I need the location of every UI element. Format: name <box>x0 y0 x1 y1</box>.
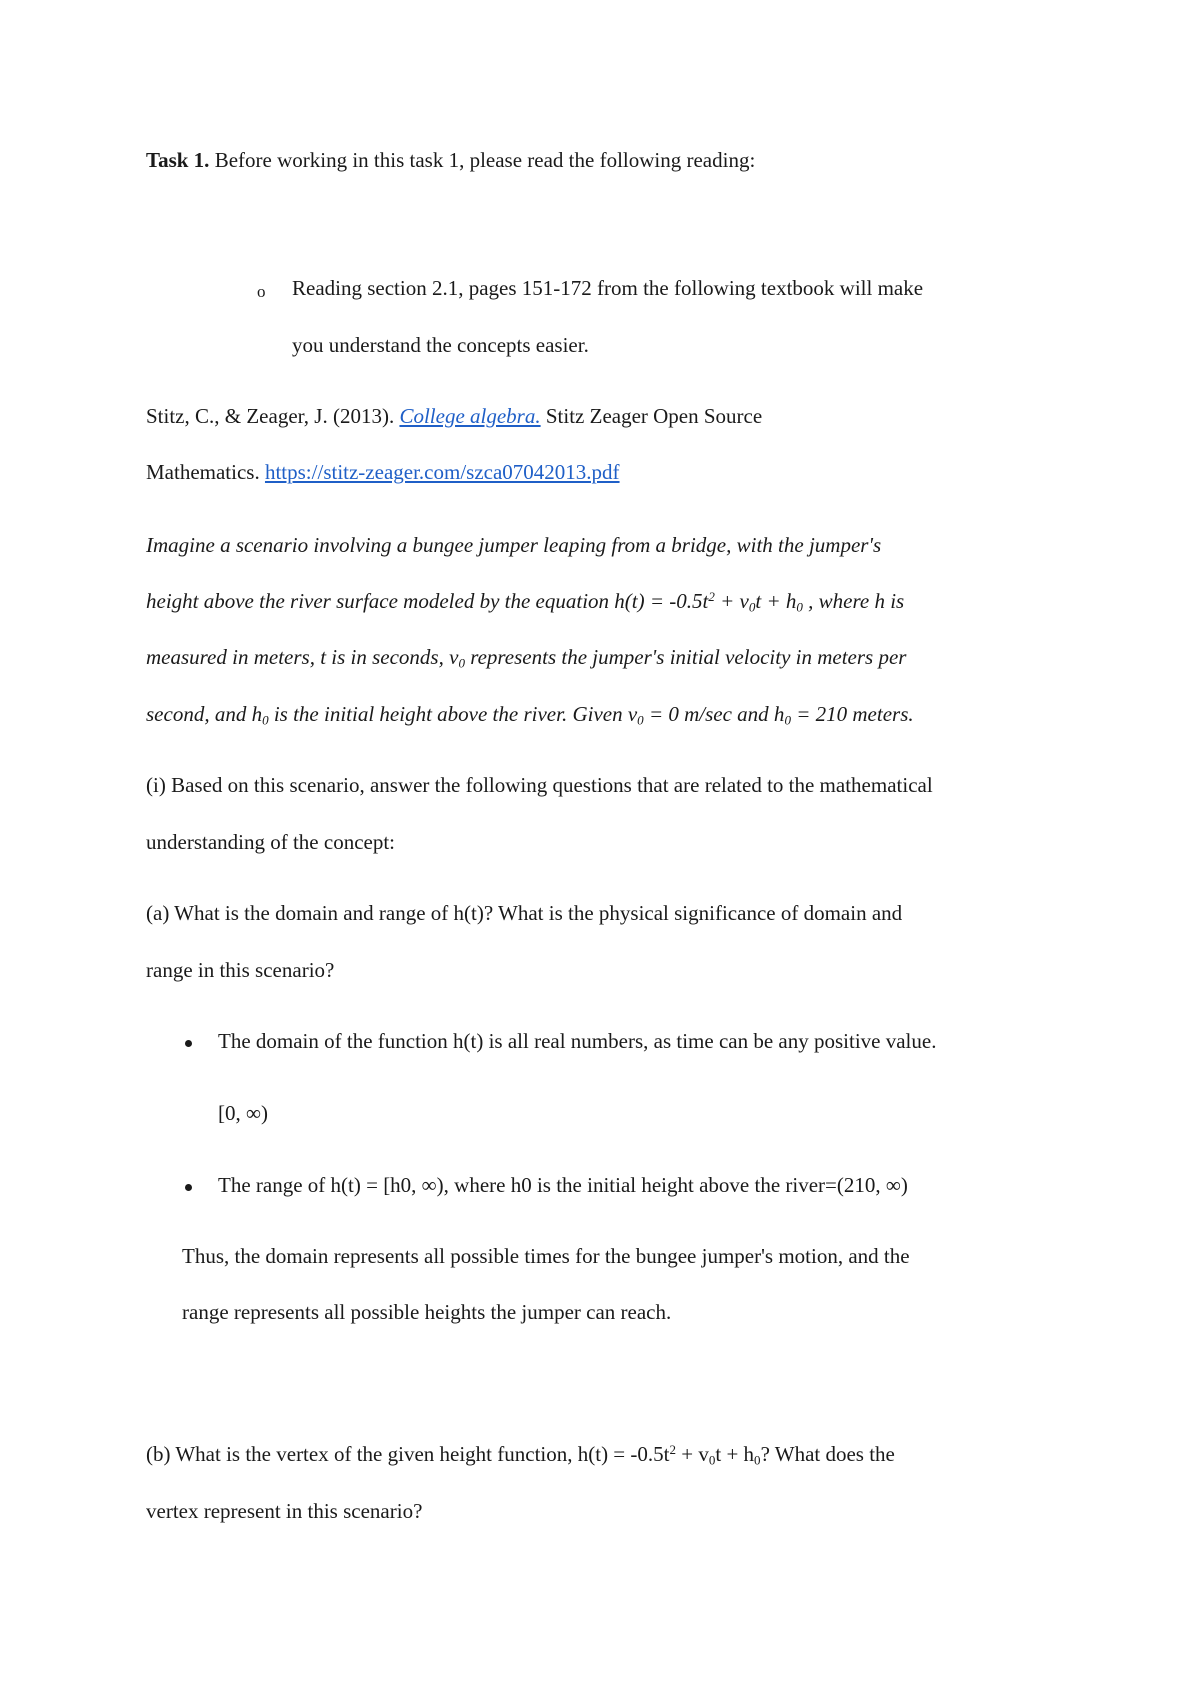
citation-url-link[interactable]: https://stitz-zeager.com/szca07042013.pdf <box>264 460 620 484</box>
task-heading <box>146 150 755 171</box>
scenario-line-3: measured in meters, t is in seconds, $v_0$ represents the jumper's initial velocity in meters per <box>146 645 907 671</box>
citation-line-2 <box>146 462 620 483</box>
reading-line-2: you understand the concepts easier. <box>292 333 589 357</box>
scenario-line-2: height above the river surface modeled by the equation $h(t) = -0.5t^2 + v_0t + h_0$ , where h is <box>146 588 905 615</box>
scenario-line-4: second, and $h_0$ is the initial height above the river. Given $v_0 = 0$ m/sec and $h_0 = 210$ meters. <box>146 702 914 728</box>
citation-authors: Stitz, C., & Zeager, J. (2013). <box>146 404 395 428</box>
question-a-line-1: (a) What is the domain and range of h(t)? What is the physical significance of domain and <box>146 901 903 925</box>
answer-a-bullet-2: The range of h(t) = [h0, ∞), where h0 is the initial height above the river=(210, ∞) <box>218 1173 908 1197</box>
answer-a-summary-2: range represents all possible heights the jumper can reach. <box>182 1300 672 1324</box>
question-b-line-1: (b) What is the vertex of the given height function, $h(t) = -0.5t^2 + v_0t + h_0$? What does the <box>146 1441 895 1468</box>
citation-publisher-cont: Mathematics. <box>146 460 260 484</box>
task-label: Task 1. <box>146 148 210 172</box>
reading-bullet: o <box>257 282 266 301</box>
answer-a-bullet-1: The domain of the function h(t) is all real numbers, as time can be any positive value. <box>218 1029 937 1053</box>
question-a-line-2: range in this scenario? <box>146 958 335 982</box>
question-b-line-2: vertex represent in this scenario? <box>146 1499 423 1523</box>
citation-line-1 <box>146 406 762 427</box>
part-i-line-1: (i) Based on this scenario, answer the following questions that are related to the mathematical <box>146 773 933 797</box>
bullet-dot-icon <box>185 1184 192 1191</box>
reading-line-1: Reading section 2.1, pages 151-172 from the following textbook will make <box>292 276 924 300</box>
answer-a-summary-1: Thus, the domain represents all possible times for the bungee jumper's motion, and the <box>182 1244 910 1268</box>
answer-a-bullet-1-cont: [0, ∞) <box>218 1101 268 1125</box>
task-intro: Before working in this task 1, please read the following reading: <box>214 148 756 172</box>
citation-publisher: Stitz Zeager Open Source <box>545 404 763 428</box>
bullet-dot-icon <box>185 1040 192 1047</box>
scenario-line-1: Imagine a scenario involving a bungee jumper leaping from a bridge, with the jumper's <box>146 533 882 557</box>
part-i-line-2: understanding of the concept: <box>146 830 396 854</box>
citation-title-link[interactable]: College algebra. <box>399 404 541 428</box>
